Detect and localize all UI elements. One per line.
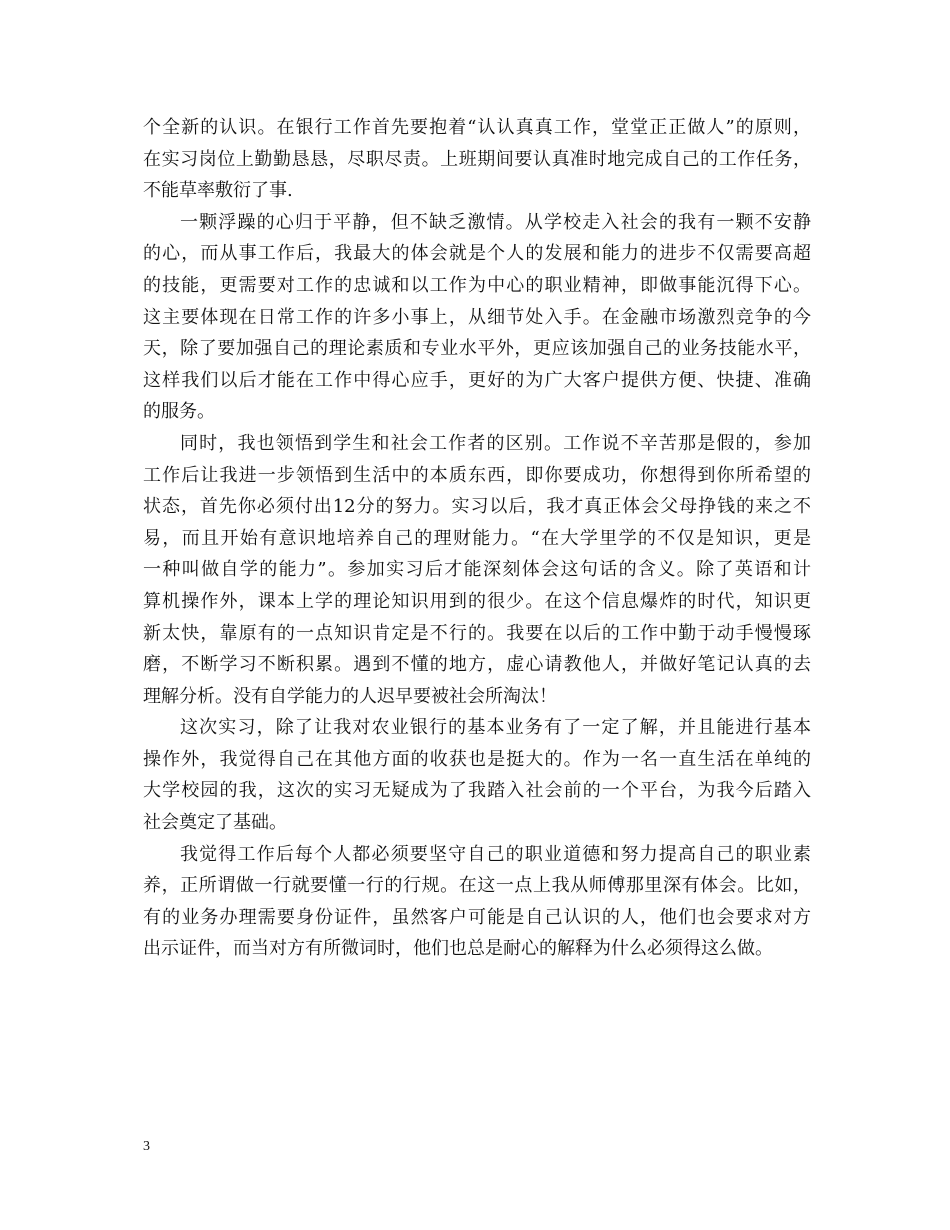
text-line: 在实习岗位上勤勤恳恳，尽职尽责。上班期间要认真准时地完成自己的工作任务， <box>143 148 811 170</box>
text-line: 这次实习，除了让我对农业银行的基本业务有了一定了解，并且能进行基本 <box>180 717 811 739</box>
text-line: 社会奠定了基础。 <box>143 812 287 834</box>
text-line: 不能草率敷衍了事. <box>143 180 293 202</box>
text-line: 的技能，更需要对工作的忠诚和以工作为中心的职业精神，即做事能沉得下心。 <box>143 274 811 296</box>
text-line: 同时，我也领悟到学生和社会工作者的区别。工作说不辛苦那是假的，参加 <box>180 432 811 454</box>
text-line: 工作后让我进一步领悟到生活中的本质东西，即你要成功，你想得到你所希望的 <box>143 464 811 486</box>
text-line: 操作外，我觉得自己在其他方面的收获也是挺大的。作为一名一直生活在单纯的 <box>143 748 811 770</box>
text-line: 我觉得工作后每个人都必须要坚守自己的职业道德和努力提高自己的职业素 <box>180 843 811 865</box>
body-text <box>143 112 811 965</box>
text-line: 这主要体现在日常工作的许多小事上，从细节处入手。在金融市场激烈竞争的今 <box>143 306 811 328</box>
text-line: 个全新的认识。在银行工作首先要抱着“认认真真工作，堂堂正正做人”的原则， <box>143 117 811 138</box>
text-line: 有的业务办理需要身份证件，虽然客户可能是自己认识的人，他们也会要求对方 <box>143 906 811 928</box>
text-line: 大学校园的我，这次的实习无疑成为了我踏入社会前的一个平台，为我今后踏入 <box>143 780 811 802</box>
text-line: 新太快，靠原有的一点知识肯定是不行的。我要在以后的工作中勤于动手慢慢琢 <box>143 622 811 644</box>
text-line: 这样我们以后才能在工作中得心应手，更好的为广大客户提供方便、快捷、准确 <box>143 369 811 391</box>
text-line: 一种叫做自学的能力”。参加实习后才能深刻体会这句话的含义。除了英语和计 <box>143 559 811 581</box>
text-line: 状态，首先你必须付出12分的努力。实习以后，我才真正体会父母挣钱的来之不 <box>143 496 811 518</box>
text-line: 的心，而从事工作后，我最大的体会就是个人的发展和能力的进步不仅需要高超 <box>143 243 811 265</box>
text-line: 理解分析。没有自学能力的人迟早要被社会所淘汰！ <box>143 685 557 707</box>
text-line: 算机操作外，课本上学的理论知识用到的很少。在这个信息爆炸的时代，知识更 <box>143 590 811 612</box>
text-line: 养，正所谓做一行就要懂一行的行规。在这一点上我从师傅那里深有体会。比如， <box>143 875 811 897</box>
text-line: 一颗浮躁的心归于平静，但不缺乏激情。从学校走入社会的我有一颗不安静 <box>180 211 811 233</box>
text-line: 天，除了要加强自己的理论素质和专业水平外，更应该加强自己的业务技能水平， <box>143 338 811 360</box>
text-line: 磨，不断学习不断积累。遇到不懂的地方，虚心请教他人，并做好笔记认真的去 <box>143 654 811 676</box>
text-line: 易，而且开始有意识地培养自己的理财能力。“在大学里学的不仅是知识，更是 <box>143 527 811 549</box>
text-line: 的服务。 <box>143 401 215 423</box>
text-line: 出示证件，而当对方有所微词时，他们也总是耐心的解释为什么必须得这么做。 <box>143 938 773 960</box>
page-number: 3 <box>143 1139 150 1154</box>
